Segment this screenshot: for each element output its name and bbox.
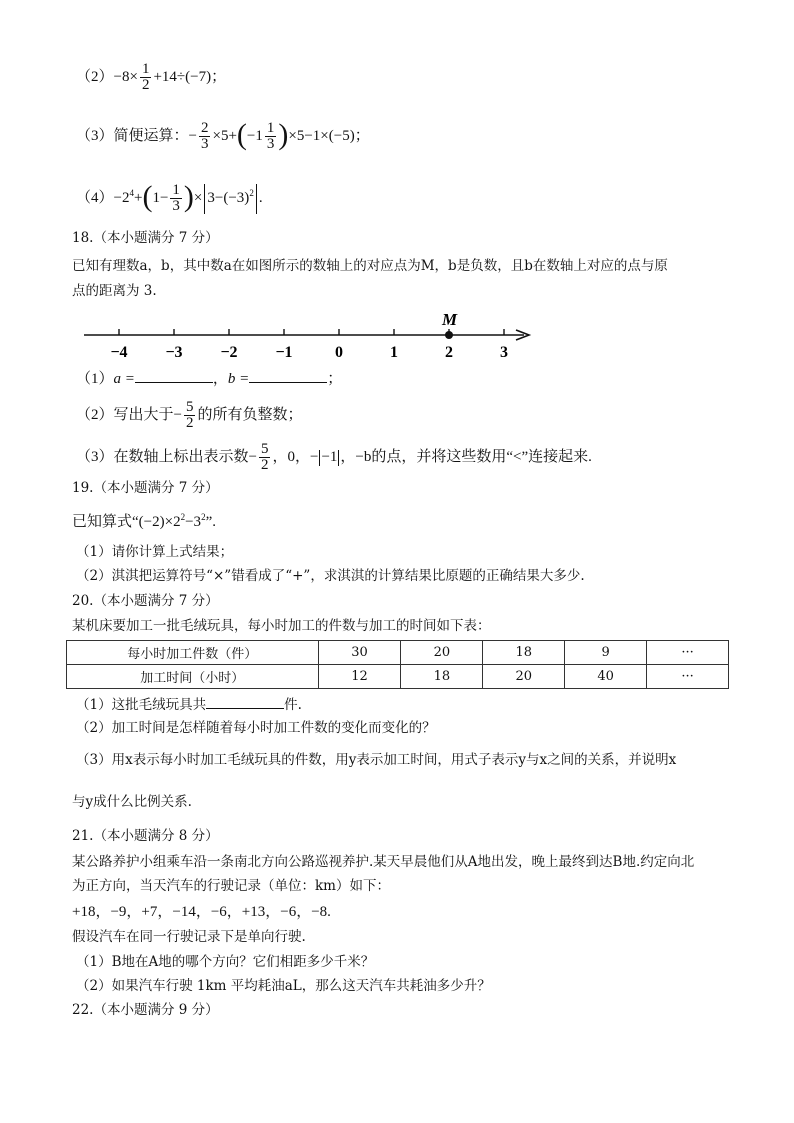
a-label: a = [113,371,135,387]
q21-stem-line2: 为正方向，当天汽车的行驶记录（单位：km）如下： [72,878,390,894]
q18-stem-line2: 点的距离为 3. [72,283,157,299]
expr: 3−(−3) [207,190,250,206]
q19-part1: （1）请你计算上式结果； [76,544,234,560]
expr: 1− [152,190,169,206]
table-cell: 18 [401,665,483,689]
table-cell: ··· [647,641,729,665]
expr: − [248,448,257,465]
numerator: 2 [200,120,209,136]
part-label: （3）简便运算： [76,127,189,144]
expr: − [173,406,182,423]
text: 件. [284,697,302,713]
fraction [259,442,271,473]
expr: (−2)×2 [138,514,181,530]
denominator: 3 [266,136,275,152]
punct: ； [327,371,343,387]
axis-tick-label: 0 [335,344,343,361]
numerator: 1 [172,182,180,199]
expr: ×5−1× [288,127,329,144]
part-label: （3）在数轴上标出表示数 [76,448,249,465]
fraction [140,62,152,93]
q21-part2: （2）如果汽车行驶 1km 平均耗油aL，那么这天汽车共耗油多少升？ [76,978,491,994]
denominator: 3 [200,136,209,152]
q19-stem [72,507,216,532]
part-label: （1） [76,371,114,387]
expr: − [188,127,197,144]
expr: −8× [113,68,138,85]
punct: ； [211,68,227,85]
point-m-label: M [442,310,458,329]
q20-part1 [76,694,302,715]
q17-part2 [76,62,226,93]
number-line-figure [84,305,544,367]
expr: +14÷ [153,68,186,85]
expr: × [193,190,203,206]
text: （1）这批毛绒玩具共 [76,697,207,713]
expr: + [133,190,143,206]
denominator: 2 [141,77,150,93]
axis-tick-label: −1 [275,344,293,361]
text: 已知算式“ [72,514,139,530]
expr: (−5) [328,127,355,144]
exponent: 4 [129,188,134,198]
q21-stem-line1: 某公路养护小组乘车沿一条南北方向公路巡视养护.某天早晨他们从A地出发，晚上最终到达B地.约定向北 [72,854,695,870]
punct: . [258,190,263,206]
q21-record: +18，−9，+7，−14，−6，+13，−6，−8. [72,904,331,920]
expr: −3 [185,514,202,530]
expr: −1 [246,127,263,144]
q18-heading: 18.（本小题满分 7 分） [72,230,219,246]
denominator: 3 [172,198,180,215]
table-cell: ··· [647,665,729,689]
answer-blank-b[interactable] [249,368,327,383]
q19-heading: 19.（本小题满分 7 分） [72,480,219,496]
table-cell: 9 [565,641,647,665]
exponent: 2 [180,512,186,522]
q21-heading: 21.（本小题满分 8 分） [72,828,219,844]
exponent: 2 [201,512,206,522]
part-label: （2）写出大于 [76,406,174,423]
q17-part4: $(4)-2^4+(1-$ $\frac{1}{3}$ )× $3-(-3)^2$ . [76,179,263,215]
part-label: （4） [76,190,114,206]
q18-part3 [76,442,592,473]
axis-tick-label: 3 [500,344,508,361]
expr: ×5+ [212,127,237,144]
numerator: 1 [266,120,275,136]
table-cell: 12 [318,665,401,689]
axis-tick-label: −4 [110,344,128,361]
axis-tick-label: −3 [165,344,183,361]
part-label: （2） [76,68,114,85]
q18-stem-line1: 已知有理数a，b，其中数a在如图所示的数轴上的对应点为M，b是负数，且b在数轴上对应的点与原 [72,258,668,274]
q20-stem: 某机床要加工一批毛绒玩具，每小时加工的件数与加工的时间如下表： [72,618,491,634]
b-label: b = [227,371,250,387]
point-m [445,331,453,339]
table-cell: 30 [318,641,401,665]
table-cell: 18 [483,641,565,665]
axis-tick-label: −2 [220,344,238,361]
denominator: 2 [185,415,194,431]
q20-part3: （3）用x表示每小时加工毛绒玩具的件数，用y表示加工时间，用式子表示y与x之间的关系，并说明x [76,752,677,768]
fraction [170,183,182,214]
exponent: 2 [249,188,254,198]
q20-part3-continued: 与y成什么比例关系. [72,794,192,810]
text: 的所有负整数； [197,406,303,423]
expr: −2 [113,190,130,206]
q18-part1 [76,368,342,389]
text: ，0，− [272,448,319,465]
axis-tick-label: 1 [390,344,398,361]
table-cell: 20 [401,641,483,665]
punct: ； [354,127,370,144]
table-cell: 加工时间（小时） [67,665,319,689]
q20-part2: （2）加工时间是怎样随着每小时加工件数的变化而变化的？ [76,720,436,736]
fraction [184,400,196,431]
q18-part2 [76,400,303,431]
q21-part1: （1）B地在A地的哪个方向？它们相距多少千米？ [76,954,375,970]
table-cell: 每小时加工件数（件） [67,641,319,665]
numerator: 5 [185,399,194,415]
q19-part2: （2）淇淇把运算符号“×”错看成了“+”，求淇淇的计算结果比原题的正确结果大多少. [76,568,585,584]
fraction [265,121,277,152]
q17-part3: （3）简便运算：− $\frac{2}{3}$ ×5+(−1 $\frac{1}{3}$ )×5−1×(−5)； [76,117,370,152]
numerator: 1 [141,61,150,77]
q20-heading: 20.（本小题满分 7 分） [72,593,219,609]
expr: −1 [321,448,338,465]
numerator: 5 [260,441,269,457]
q22-heading: 22.（本小题满分 9 分） [72,1002,219,1018]
fraction [199,121,211,152]
table-row [67,641,729,665]
table-cell: 20 [483,665,565,689]
data-table [66,640,729,689]
answer-blank-total[interactable] [206,694,284,709]
axis-tick-label: 2 [445,344,453,361]
punct: ， [212,371,228,387]
text: ”. [205,514,216,530]
text: ，−b的点，并将这些数用“<”连接起来. [340,448,592,465]
denominator: 2 [260,457,269,473]
table-row [67,665,729,689]
table-cell: 40 [565,665,647,689]
answer-blank-a[interactable] [135,368,213,383]
q21-assumption: 假设汽车在同一行驶记录下是单向行驶. [72,929,306,945]
expr: (−7) [185,68,212,85]
